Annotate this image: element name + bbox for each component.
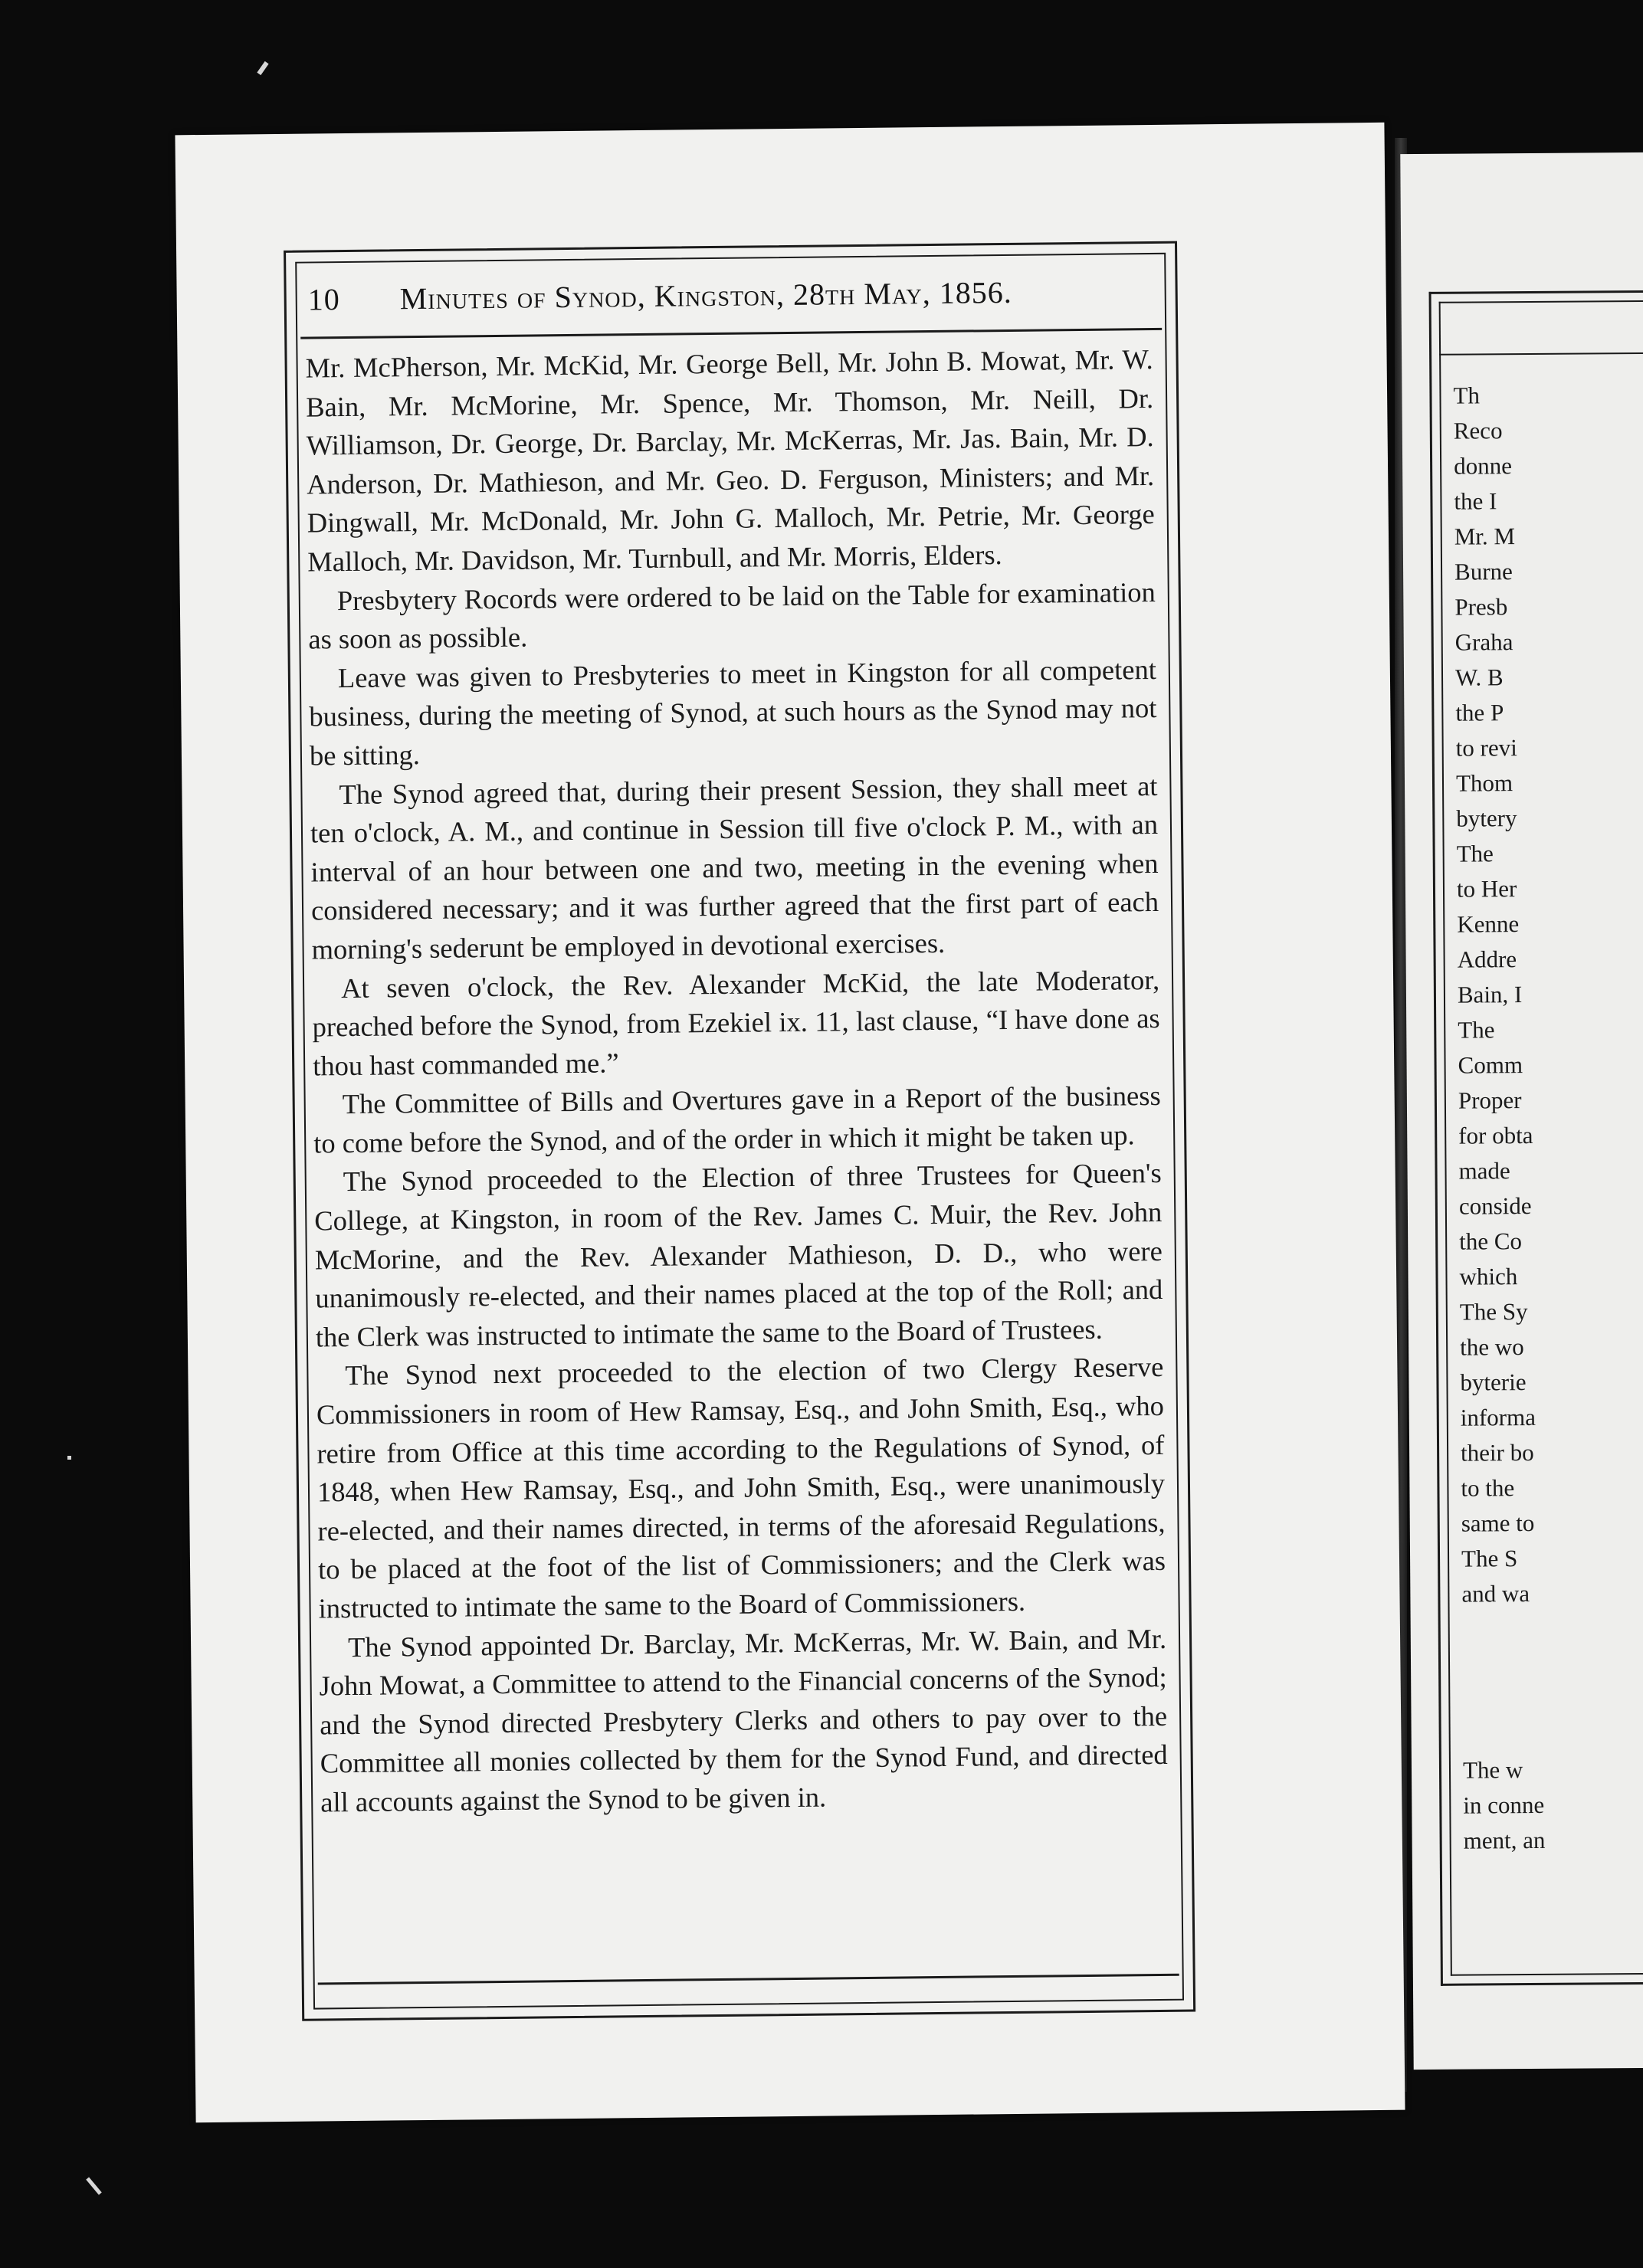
right-page-line: byterie xyxy=(1460,1368,1527,1396)
right-page-line: the Co xyxy=(1459,1227,1523,1255)
right-page-line: Burne xyxy=(1454,558,1513,585)
right-page-line: The Sy xyxy=(1459,1298,1528,1326)
paragraph: Mr. McPherson, Mr. McKid, Mr. George Bell, Mr. John B. Mowat, Mr. W. Bain, Mr. McMorine, Mr. Spence, Mr. Thomson, Mr. Neill, Dr. Williamson, Dr. George, Dr. Barclay, Mr. McKerras, Mr. Jas. Bain, Mr. D. Anderson, Dr. Mathieson, and Mr. Geo. D. Ferguson, Ministers; and Mr. Dingwall, Mr. McDonald, Mr. John G. Malloch, Mr. Petrie, Mr. George Malloch, Mr. Davidson, Mr. Turnbull, and Mr. Morris, Elders. xyxy=(305,342,1155,578)
scan-mark xyxy=(257,61,268,75)
right-page-line: Th xyxy=(1453,382,1481,409)
right-page-line xyxy=(1462,1646,1643,1683)
right-page-line: ment, an xyxy=(1463,1826,1546,1854)
right-page-line: to Her xyxy=(1456,875,1517,903)
right-page-line: Reco xyxy=(1453,417,1503,444)
paragraph: The Synod next proceeded to the election of two Clergy Reserve Commissioners in room of Hew Ramsay, Esq., and John Smith, Esq., who retire from Office at this time according to the Regulations of Synod, of 1848, when Hew Ramsay, Esq., and John Smith, Esq., were unanimously re-elected, and their names directed, in terms of the aforesaid Regulations, to be placed at the foot of the list of Commissioners; and the Clerk was instructed to intimate the same to the Board of Commissioners. xyxy=(316,1351,1166,1624)
right-page-line: their bo xyxy=(1460,1438,1534,1467)
paragraph: The Synod appointed Dr. Barclay, Mr. McKerras, Mr. W. Bain, and Mr. John Mowat, a Committee to attend to the Financial concerns of the Synod; and the Synod directed Presbytery Clerks and others to pay over to the Committee all monies collected by them for the Synod Fund, and directed all accounts against the Synod to be given in. xyxy=(319,1622,1168,1818)
right-page-line: made xyxy=(1458,1157,1510,1185)
right-page-line: donne xyxy=(1453,452,1513,480)
right-page-line: Graha xyxy=(1454,628,1513,656)
paragraph: At seven o'clock, the Rev. Alexander McKid, the late Moderator, preached before the Synod, from Ezekiel ix. 11, last clause, “I have done as thou hast commanded me.” xyxy=(312,963,1160,1082)
right-page-line: to the xyxy=(1461,1474,1515,1502)
right-page-line: Bain, I xyxy=(1457,981,1523,1008)
right-page-line: the P xyxy=(1455,699,1504,726)
right-page-line xyxy=(1463,1716,1643,1753)
scan-mark xyxy=(86,2177,102,2194)
right-page-line: to revi xyxy=(1455,734,1517,762)
right-page-line: The xyxy=(1456,840,1494,867)
right-page-line: Comm xyxy=(1458,1051,1523,1079)
paragraph: Presbytery Rocords were ordered to be laid on the Table for examination as soon as possible. xyxy=(308,575,1156,655)
left-page xyxy=(175,123,1405,2122)
right-page-line: W. B xyxy=(1454,664,1504,691)
right-page-line: Proper xyxy=(1458,1086,1522,1114)
right-page-line: conside xyxy=(1458,1191,1532,1220)
right-page-line: Presb xyxy=(1454,593,1508,621)
paragraph: The Synod agreed that, during their present Session, they shall meet at ten o'clock, A. M., and continue in Session till five o'clock P. M., with an interval of an hour between one and two, meeting in the evening when considered necessary; and it was further agreed that the first part of each morning's sederunt be employed in devotional exercises. xyxy=(310,769,1159,965)
right-page-line: Thom xyxy=(1455,769,1513,797)
right-page-line: The w xyxy=(1462,1756,1523,1784)
page-header xyxy=(300,267,1162,339)
right-page-line: which xyxy=(1459,1263,1518,1290)
right-page-line: for obta xyxy=(1458,1121,1533,1149)
right-page-line: bytery xyxy=(1456,805,1517,832)
right-page-line xyxy=(1462,1611,1643,1647)
page-body xyxy=(305,340,1168,1822)
right-page-text xyxy=(1453,377,1643,1859)
scan-mark xyxy=(67,1456,71,1460)
right-page-line: the wo xyxy=(1460,1333,1524,1361)
right-page-line: and wa xyxy=(1461,1580,1530,1608)
right-page-line: in conne xyxy=(1463,1791,1545,1819)
right-page-line xyxy=(1462,1681,1643,1718)
right-page xyxy=(1400,152,1643,2070)
paragraph: Leave was given to Presbyteries to meet in Kingston for all competent business, during the meeting of Synod, at such hours as the Synod may not be sitting. xyxy=(309,653,1157,772)
right-page-line: Addre xyxy=(1457,946,1517,973)
paragraph: The Synod proceeded to the Election of three Trustees for Queen's College, at Kingston, in room of the Rev. James C. Muir, the Rev. John McMorine, and the Rev. Alexander Mathieson, D. D., who were unanimously re-elected, and their names placed at the top of the Roll; and the Clerk was instructed to intimate the same to the Board of Trustees. xyxy=(314,1157,1163,1353)
page-number: 10 xyxy=(307,282,340,317)
right-page-line: same to xyxy=(1461,1509,1535,1537)
right-page-line: Mr. M xyxy=(1454,523,1516,550)
right-page-line: The xyxy=(1458,1016,1495,1044)
right-page-line: the I xyxy=(1454,487,1497,515)
right-page-line: The S xyxy=(1461,1545,1518,1572)
right-page-border xyxy=(1429,290,1643,1986)
page-border xyxy=(284,241,1195,2021)
running-head: Minutes of Synod, Kingston, 28th May, 1856. xyxy=(399,274,1012,316)
right-page-line: Kenne xyxy=(1457,910,1520,938)
right-page-line: informa xyxy=(1460,1403,1536,1431)
paragraph: The Committee of Bills and Overtures gave in a Report of the business to come before the Synod, and of the order in which it might be taken up. xyxy=(313,1080,1161,1159)
